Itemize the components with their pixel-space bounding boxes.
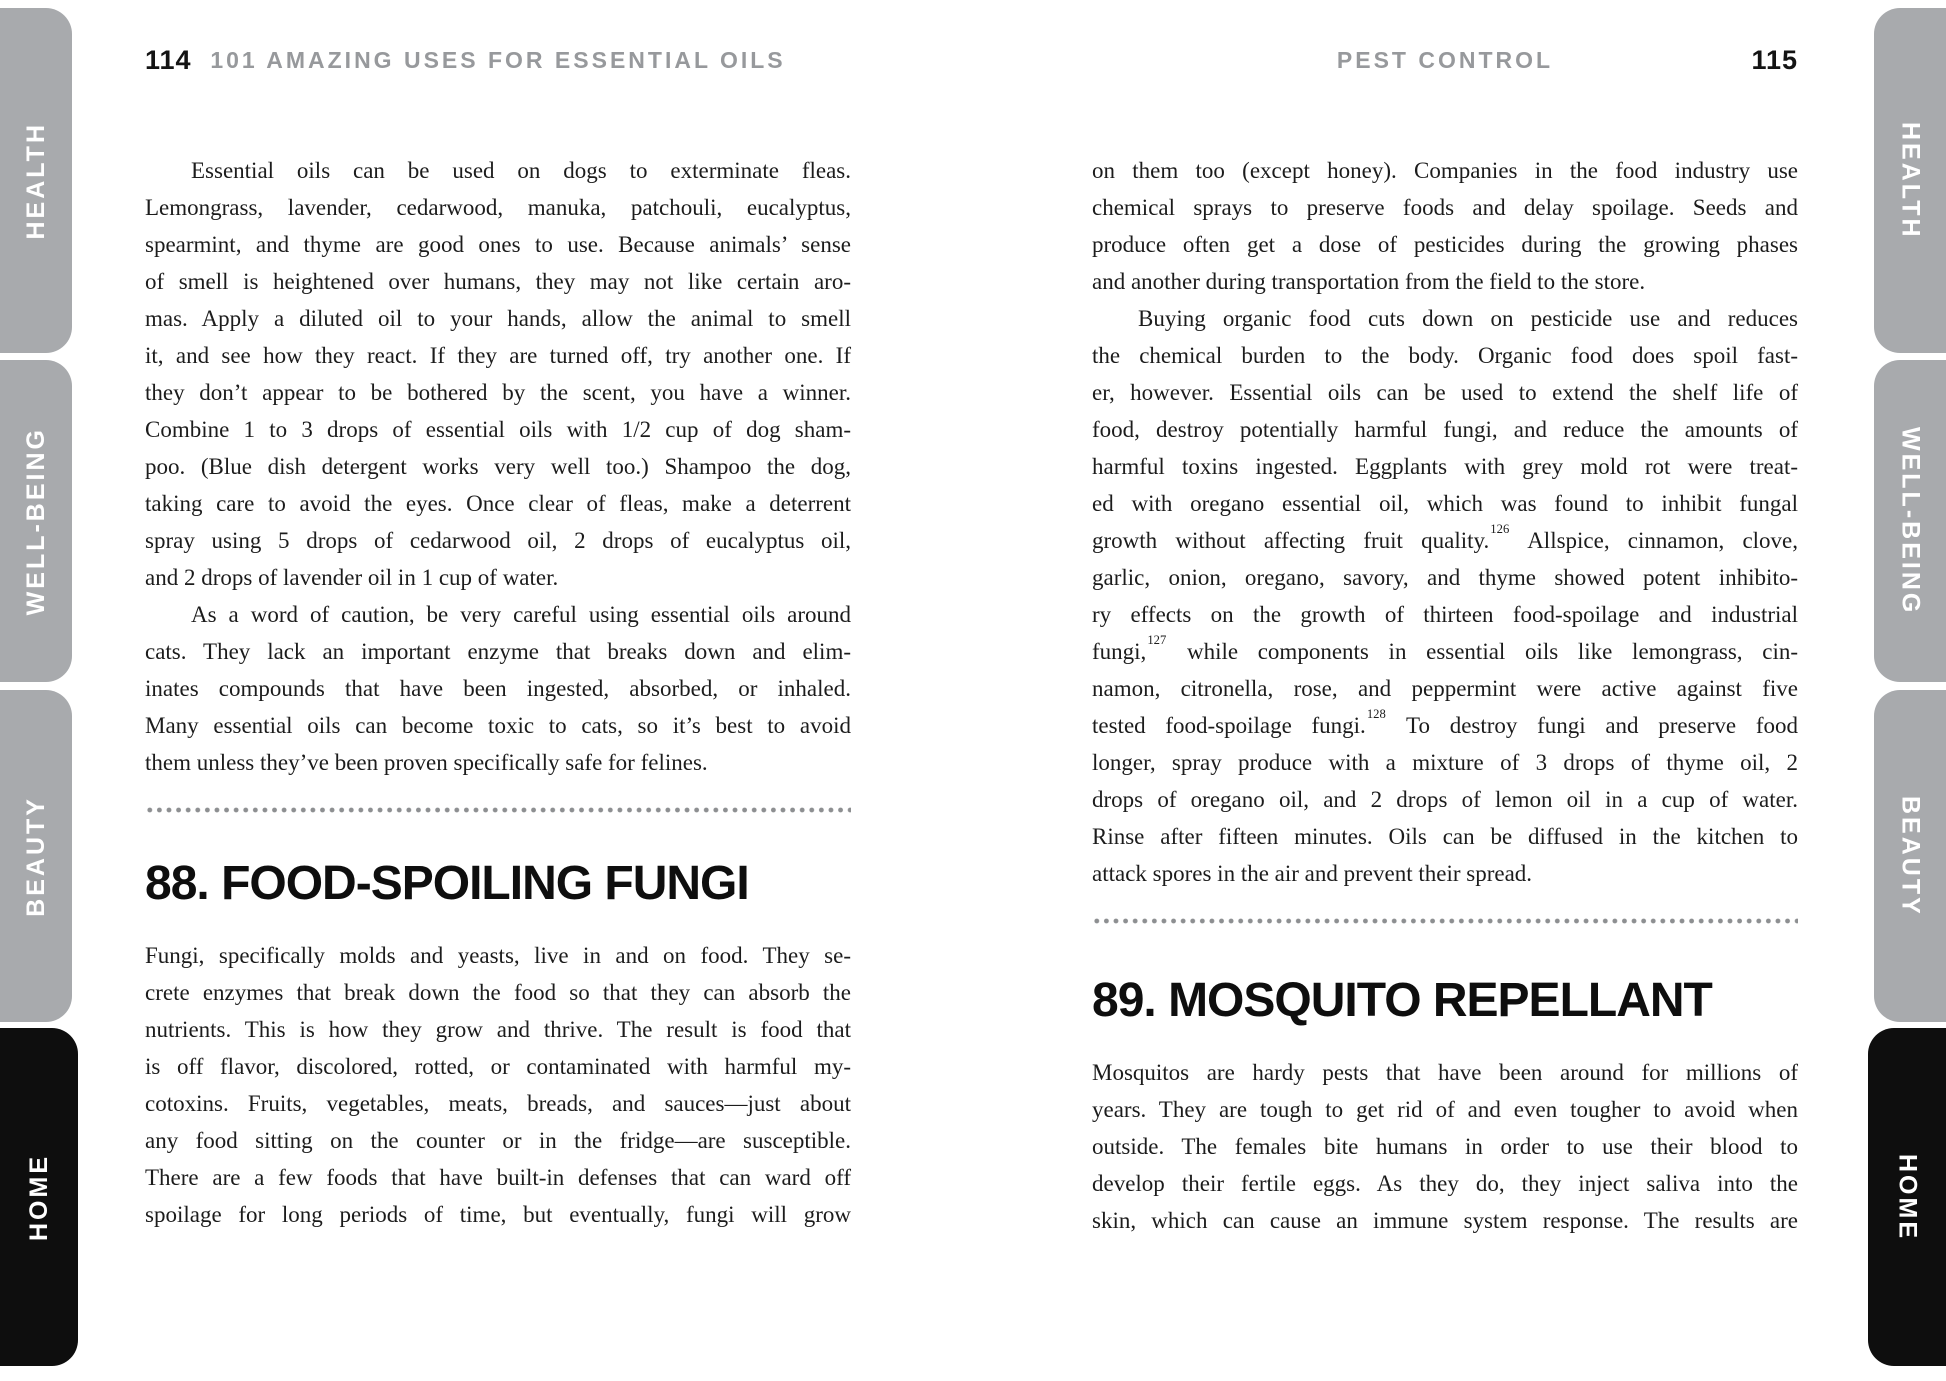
- right-page-number: 115: [1751, 45, 1798, 75]
- section-heading-88: 88. FOOD-SPOILING FUNGI: [145, 857, 749, 910]
- text-line: and 2 drops of lavender oil in 1 cup of water.: [145, 565, 559, 590]
- text-line: nutrients. This is how they grow and thrive. The result is food that: [145, 1017, 851, 1042]
- text-line: food, destroy potentially harmful fungi, and reduce the amounts of: [1092, 417, 1798, 442]
- text-line: Many essential oils can become toxic to cats, so it’s best to avoid: [145, 713, 851, 738]
- paragraph-cats-caution: [145, 596, 851, 781]
- text-line: years. They are tough to get rid of and even tougher to avoid when: [1092, 1097, 1798, 1122]
- tab-beauty-label: BEAUTY: [21, 795, 50, 917]
- tab-home: [1868, 1028, 1946, 1366]
- text-line: them unless they’ve been proven specifically safe for felines.: [145, 750, 708, 775]
- footnote-ref: 128: [1366, 707, 1386, 722]
- tab-health: [1874, 8, 1946, 353]
- text-line: skin, which can cause an immune system response. The results are: [1092, 1208, 1798, 1233]
- tab-well-being-label: WELL-BEING: [21, 426, 50, 616]
- text-line: chemical sprays to preserve foods and delay spoilage. Seeds and: [1092, 195, 1798, 220]
- text-line: taking care to avoid the eyes. Once clear of fleas, make a deterrent: [145, 491, 851, 516]
- left-page-body: [145, 152, 851, 1233]
- text-line: the chemical burden to the body. Organic food does spoil fast-: [1092, 343, 1798, 368]
- tab-beauty: [1874, 690, 1946, 1022]
- text-line: cats. They lack an important enzyme that breaks down and elim-: [145, 639, 851, 664]
- text-line: it, and see how they react. If they are turned off, try another one. If: [145, 343, 851, 368]
- text-line: spearmint, and thyme are good ones to use. Because animals’ sense: [145, 232, 851, 257]
- dotted-divider: [145, 807, 851, 813]
- paragraph-dog-fleas: [145, 152, 851, 596]
- text-line: on them too (except honey). Companies in the food industry use: [1092, 158, 1798, 183]
- right-running-head: PEST CONTROL: [1336, 47, 1554, 73]
- section-heading-89: 89. MOSQUITO REPELLANT: [1092, 974, 1712, 1027]
- paragraph-organic-food: [1092, 300, 1798, 892]
- text-line: ed with oregano essential oil, which was found to inhibit fungal: [1092, 491, 1798, 516]
- text-line: Buying organic food cuts down on pesticide use and reduces: [1138, 306, 1798, 331]
- footnote-ref: 127: [1147, 633, 1167, 648]
- text-line: longer, spray produce with a mixture of 3 drops of thyme oil, 2: [1092, 750, 1798, 775]
- text-line: Combine 1 to 3 drops of essential oils with 1/2 cup of dog sham-: [145, 417, 851, 442]
- text-line: outside. The females bite humans in order to use their blood to: [1092, 1134, 1798, 1159]
- text-line: spoilage for long periods of time, but eventually, fungi will grow: [145, 1202, 851, 1227]
- text-line: growth without affecting fruit quality.$^{126}$ Allspice, cinnamon, clove,: [1092, 522, 1799, 553]
- text-line: Rinse after fifteen minutes. Oils can be diffused in the kitchen to: [1092, 824, 1798, 849]
- text-line: poo. (Blue dish detergent works very well too.) Shampoo the dog,: [145, 454, 851, 479]
- tab-health: [0, 8, 72, 353]
- text-line: of smell is heightened over humans, they may not like certain aro-: [145, 269, 851, 294]
- tab-well-being: [0, 360, 72, 682]
- text-line: inates compounds that have been ingested, absorbed, or inhaled.: [145, 676, 851, 701]
- footnote-ref: 126: [1490, 522, 1510, 537]
- text-line: As a word of caution, be very careful using essential oils around: [191, 602, 851, 627]
- paragraph-fungi-continued: [1092, 152, 1798, 300]
- text-line: spray using 5 drops of cedarwood oil, 2 drops of eucalyptus oil,: [145, 528, 851, 553]
- text-line: Mosquitos are hardy pests that have been around for millions of: [1092, 1060, 1798, 1085]
- tab-home: [0, 1028, 78, 1366]
- text-line: ry effects on the growth of thirteen food-spoilage and industrial: [1092, 602, 1798, 627]
- left-page-number: 114: [145, 45, 192, 75]
- text-line: er, however. Essential oils can be used to extend the shelf life of: [1092, 380, 1798, 405]
- tab-home-label: HOME: [24, 1153, 53, 1241]
- text-line: any food sitting on the counter or in the fridge—are susceptible.: [145, 1128, 851, 1153]
- right-page-body: [1092, 152, 1798, 1239]
- tab-health-label: HEALTH: [21, 121, 50, 240]
- text-line: produce often get a dose of pesticides during the growing phases: [1092, 232, 1798, 257]
- text-line: fungi,$^{127}$ while components in essential oils like lemongrass, cin-: [1092, 633, 1798, 664]
- text-line: mas. Apply a diluted oil to your hands, allow the animal to smell: [145, 306, 851, 331]
- tab-well-being-label: WELL-BEING: [1896, 426, 1925, 616]
- text-line: tested food-spoilage fungi.$^{128}$ To destroy fungi and preserve food: [1092, 707, 1798, 738]
- text-line: is off flavor, discolored, rotted, or contaminated with harmful my-: [145, 1054, 851, 1079]
- text-line: develop their fertile eggs. As they do, they inject saliva into the: [1092, 1171, 1798, 1196]
- tab-beauty-label: BEAUTY: [1896, 795, 1925, 917]
- text-line: garlic, onion, oregano, savory, and thyme showed potent inhibito-: [1092, 565, 1798, 590]
- text-line: namon, citronella, rose, and peppermint were active against five: [1092, 676, 1798, 701]
- text-line: There are a few foods that have built-in defenses that can ward off: [145, 1165, 851, 1190]
- text-line: crete enzymes that break down the food so that they can absorb the: [145, 980, 851, 1005]
- tab-home-label: HOME: [1893, 1153, 1922, 1241]
- paragraph-mosquito-intro: [1092, 1054, 1798, 1239]
- text-line: harmful toxins ingested. Eggplants with grey mold rot were treat-: [1092, 454, 1798, 479]
- text-line: drops of oregano oil, and 2 drops of lemon oil in a cup of water.: [1092, 787, 1798, 812]
- text-line: they don’t appear to be bothered by the scent, you have a winner.: [145, 380, 851, 405]
- tab-health-label: HEALTH: [1896, 121, 1925, 240]
- text-line: cotoxins. Fruits, vegetables, meats, breads, and sauces—just about: [145, 1091, 851, 1116]
- text-line: Lemongrass, lavender, cedarwood, manuka, patchouli, eucalyptus,: [145, 195, 851, 220]
- text-line: Fungi, specifically molds and yeasts, live in and on food. They se-: [145, 943, 851, 968]
- tab-beauty: [0, 690, 72, 1022]
- left-running-head: 101 AMAZING USES FOR ESSENTIAL OILS: [210, 47, 786, 73]
- tab-well-being: [1874, 360, 1946, 682]
- paragraph-fungi-intro: [145, 937, 851, 1233]
- text-line: and another during transportation from the field to the store.: [1092, 269, 1646, 294]
- text-line: Essential oils can be used on dogs to exterminate fleas.: [191, 158, 851, 183]
- text-line: attack spores in the air and prevent their spread.: [1092, 861, 1533, 886]
- dotted-divider: [1092, 918, 1798, 924]
